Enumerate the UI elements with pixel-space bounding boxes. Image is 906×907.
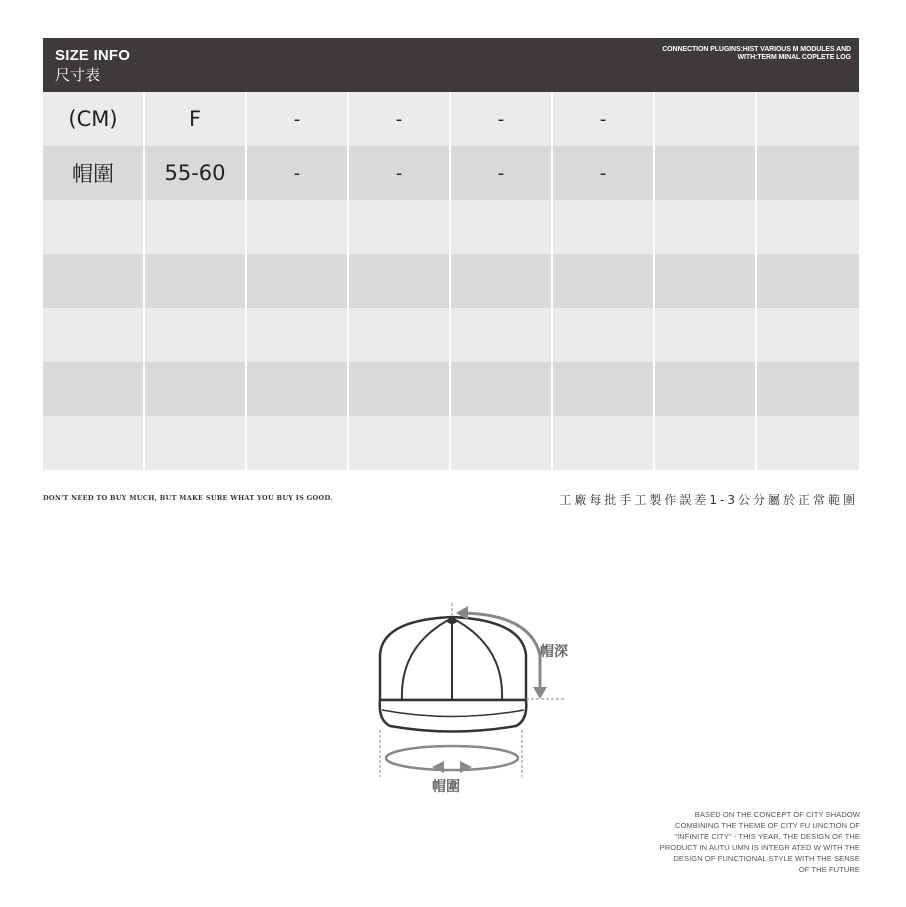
table-cell — [655, 254, 757, 308]
table-cell — [43, 200, 145, 254]
table-row — [43, 200, 859, 254]
table-row — [43, 146, 859, 200]
header-tagline — [551, 46, 851, 62]
cap-diagram — [360, 595, 600, 805]
table-cell: - — [451, 92, 553, 146]
description-line: PRODUCT IN AUTU UMN IS INTEGR ATED W WITH THE — [659, 843, 860, 852]
circ-arrowhead-right — [460, 761, 472, 773]
table-cell — [451, 416, 553, 470]
table-cell — [145, 308, 247, 362]
table-cell — [451, 308, 553, 362]
table-cell — [145, 200, 247, 254]
table-cell — [553, 308, 655, 362]
header-tagline-line1: CONNECTION PLUGINS:HIST VARIOUS M MODULES AND — [662, 46, 851, 53]
table-cell — [247, 200, 349, 254]
table-cell — [451, 200, 553, 254]
header-title: SIZE INFO — [55, 47, 131, 64]
footnote-left: DON'T NEED TO BUY MUCH, BUT MAKE SURE WHAT YOU BUY IS GOOD. — [43, 494, 333, 502]
table-cell: - — [553, 146, 655, 200]
table-cell — [757, 362, 859, 416]
table-cell — [349, 308, 451, 362]
table-cell — [349, 200, 451, 254]
table-cell — [145, 254, 247, 308]
depth-label: 帽深 — [540, 644, 568, 660]
table-cell: (CM) — [43, 92, 145, 146]
table-row — [43, 362, 859, 416]
table-cell: - — [349, 92, 451, 146]
table-cell: - — [451, 146, 553, 200]
table-cell — [349, 254, 451, 308]
table-cell — [655, 362, 757, 416]
table-cell — [757, 146, 859, 200]
table-cell: 55-60 — [145, 146, 247, 200]
table-cell — [43, 308, 145, 362]
table-cell — [247, 308, 349, 362]
table-cell — [757, 92, 859, 146]
table-cell — [451, 254, 553, 308]
description-line: OF THE FUTURE — [798, 865, 860, 874]
table-cell: F — [145, 92, 247, 146]
header-subtitle: 尺寸表 — [55, 66, 101, 84]
table-cell: - — [247, 146, 349, 200]
table-cell — [349, 416, 451, 470]
table-cell — [757, 416, 859, 470]
table-cell: - — [247, 92, 349, 146]
table-row — [43, 416, 859, 470]
table-cell — [43, 254, 145, 308]
table-cell — [655, 92, 757, 146]
table-cell — [655, 200, 757, 254]
description-line: BASED ON THE CONCEPT OF CITY SHADOW — [694, 810, 860, 819]
table-cell — [247, 254, 349, 308]
table-row — [43, 254, 859, 308]
table-cell: 帽圍 — [43, 146, 145, 200]
description-line: "INFINITE CITY" - THIS YEAR, THE DESIGN OF THE — [674, 832, 860, 841]
table-cell: - — [553, 92, 655, 146]
table-cell — [655, 308, 757, 362]
table-cell — [553, 200, 655, 254]
circ-arrowhead-left — [432, 761, 444, 773]
size-table — [43, 92, 859, 470]
brand-description — [600, 809, 860, 875]
table-cell — [757, 308, 859, 362]
table-cell — [145, 416, 247, 470]
table-cell — [655, 146, 757, 200]
table-cell — [757, 200, 859, 254]
table-cell — [247, 362, 349, 416]
table-cell — [349, 362, 451, 416]
table-cell — [43, 362, 145, 416]
tolerance-note: 工廠每批手工製作誤差1-3公分屬於正常範圍 — [559, 493, 858, 507]
table-cell — [553, 362, 655, 416]
table-cell — [553, 416, 655, 470]
circumference-label: 帽圍 — [432, 779, 460, 795]
description-line: DESIGN OF FUNCTIONAL STYLE WITH THE SENSE — [673, 854, 860, 863]
table-cell: - — [349, 146, 451, 200]
table-row — [43, 308, 859, 362]
table-cell — [43, 416, 145, 470]
header-tagline-line2: WITH:TERM MINAL COPLETE LOG — [737, 54, 851, 61]
table-cell — [655, 416, 757, 470]
size-info-header — [43, 38, 859, 92]
table-cell — [553, 254, 655, 308]
cap-button — [447, 618, 457, 624]
description-line: COMBINING THE THEME OF CITY FU UNCTION OF — [675, 821, 860, 830]
table-cell — [145, 362, 247, 416]
table-cell — [757, 254, 859, 308]
depth-arrowhead-bottom — [533, 687, 547, 699]
table-cell — [451, 362, 553, 416]
circ-ellipse — [386, 746, 518, 770]
table-cell — [247, 416, 349, 470]
table-row — [43, 92, 859, 146]
